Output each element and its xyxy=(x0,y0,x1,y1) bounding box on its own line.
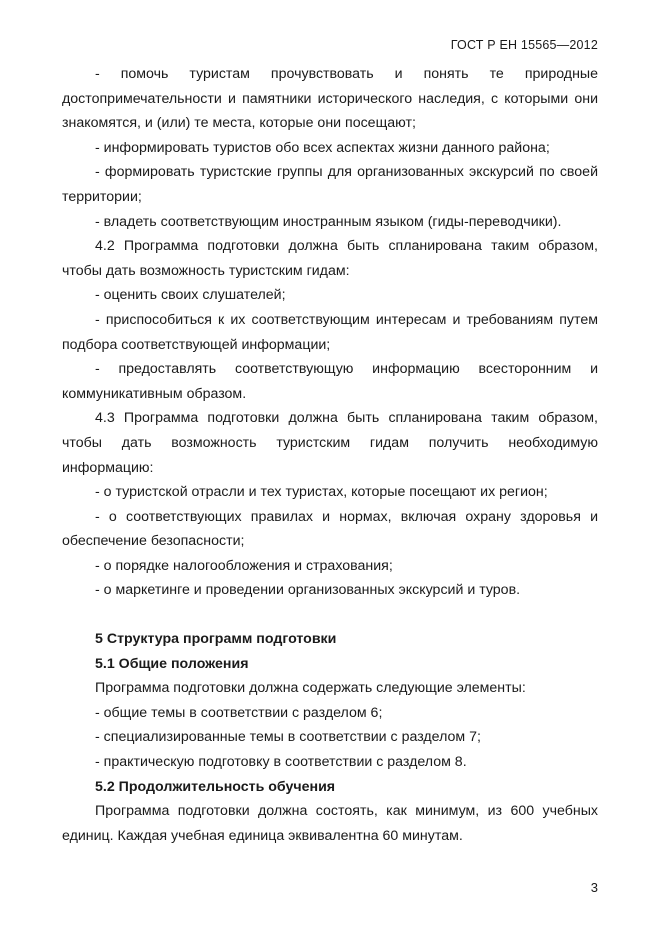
standard-header: ГОСТ Р ЕН 15565—2012 xyxy=(450,38,598,52)
paragraph: - о порядке налогообложения и страхования; xyxy=(95,557,393,574)
document-body xyxy=(62,62,598,848)
paragraph: Программа подготовки должна состоять, как минимум, из 600 учебных единиц. Каждая учебная единица эквивалентна 60 минутам. xyxy=(62,803,598,844)
section-spacer xyxy=(62,603,598,627)
subsection-title: 5.1 Общие положения xyxy=(95,655,249,672)
paragraph: - оценить своих слушателей; xyxy=(95,287,286,304)
subsection-title: 5.2 Продолжительность обучения xyxy=(95,778,336,795)
paragraph: - о туристской отрасли и тех туристах, которые посещают их регион; xyxy=(95,484,548,501)
paragraph: - о соответствующих правилах и нормах, включая охрану здоровья и обеспечение безопасности; xyxy=(62,508,598,550)
paragraph: - специализированные темы в соответствии с разделом 7; xyxy=(95,729,481,746)
paragraph: - помочь туристам прочувствовать и понять те природные достопримечательности и памятники исторического наследия, с которыми они знакомятся, и (или) те места, которые они посещают; xyxy=(62,66,598,132)
page-number: 3 xyxy=(590,880,598,895)
paragraph: - владеть соответствующим иностранным языком (гиды-переводчики). xyxy=(95,213,562,230)
paragraph: 4.3 Программа подготовки должна быть спланирована таким образом, чтобы дать возможность туристским гидам получить необходимую информацию: xyxy=(62,410,598,476)
paragraph: - предоставлять соответствующую информацию всесторонним и коммуникативным образом. xyxy=(62,361,598,402)
paragraph: - информировать туристов обо всех аспектах жизни данного района; xyxy=(95,139,550,156)
paragraph: Программа подготовки должна содержать следующие элементы: xyxy=(95,680,526,697)
paragraph: 4.2 Программа подготовки должна быть спланирована таким образом, чтобы дать возможность туристским гидам: xyxy=(62,238,598,279)
paragraph: - практическую подготовку в соответствии с разделом 8. xyxy=(95,754,467,771)
paragraph: - общие темы в соответствии с разделом 6; xyxy=(95,704,383,721)
paragraph: - приспособиться к их соответствующим интересам и требованиям путем подбора соответствующей информации; xyxy=(62,311,598,353)
section-title: 5 Структура программ подготовки xyxy=(95,631,337,648)
paragraph: - о маркетинге и проведении организованных экскурсий и туров. xyxy=(95,582,521,599)
paragraph: - формировать туристские группы для организованных экскурсий по своей территории; xyxy=(62,164,598,205)
